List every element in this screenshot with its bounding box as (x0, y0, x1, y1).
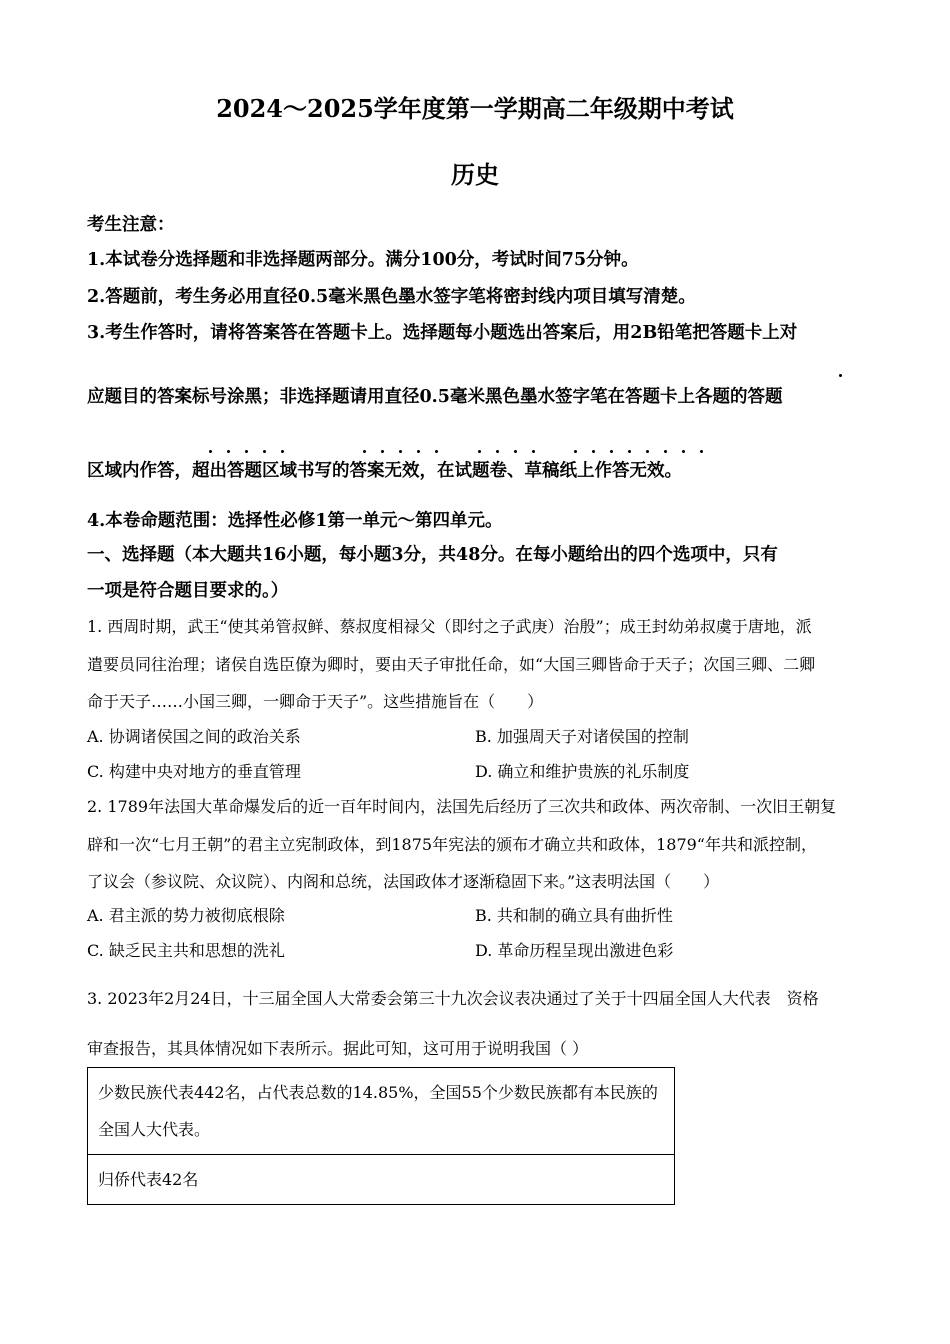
table-cell: 少数民族代表442名，占代表总数的14.85%，全国55个少数民族都有本民族的全国人大代表。 (88, 1068, 675, 1155)
table-row (88, 1068, 675, 1155)
notice-item-4: 4.本卷命题范围：选择性必修1第一单元～第四单元。 (87, 511, 503, 531)
section-heading-line-2: 一项是符合题目要求的。） (87, 581, 289, 601)
question-2-option-c[interactable]: C. 缺乏民主共和思想的洗礼 (87, 941, 285, 960)
question-1-option-d[interactable]: D. 确立和维护贵族的礼乐制度 (475, 762, 690, 781)
notice-item-3-line-1: 3.考生作答时，请将答案答在答题卡上。选择题每小题选出答案后，用2B铅笔把答题卡上对 (87, 323, 798, 343)
notice-item-1: 1.本试卷分选择题和非选择题两部分。满分100分，考试时间75分钟。 (87, 250, 639, 270)
notice-item-3-line-2: 应题目的答案标号涂黑；非选择题请用直径0.5毫米黑色墨水签字笔在答题卡上各题的答题 (87, 387, 783, 407)
question-1-line-3: 命于天子……小国三卿，一卿命于天子”。这些措施旨在（ ） (87, 692, 544, 711)
section-heading-line-1: 一、选择题（本大题共16小题，每小题3分，共48分。在每小题给出的四个选项中，只有 (87, 545, 778, 565)
exam-title: 2024～2025学年度第一学期高二年级期中考试 (216, 94, 734, 123)
question-2-option-d[interactable]: D. 革命历程呈现出激进色彩 (475, 941, 674, 960)
notice-item-3-line-3: 区域内作答，超出答题区域书写的答案无效，在试题卷、草稿纸上作答无效。 (87, 461, 682, 481)
table-cell: 归侨代表42名 (88, 1155, 675, 1205)
delegate-table (87, 1067, 675, 1205)
emphasis-dot (839, 374, 842, 377)
question-3-line-1: 3. 2023年2月24日，十三届全国人大常委会第三十九次会议表决通过了关于十四届全国人大代表 资格 (87, 989, 819, 1008)
question-1-line-1: 1. 西周时期，武王“使其弟管叔鲜、蔡叔度相禄父（即纣之子武庚）治殷”；成王封幼弟叔虞于唐地，派 (87, 617, 812, 636)
question-2-option-a[interactable]: A. 君主派的势力被彻底根除 (87, 906, 285, 925)
question-2-line-1: 2. 1789年法国大革命爆发后的近一百年时间内，法国先后经历了三次共和政体、两次帝制、一次旧王朝复 (87, 797, 837, 816)
notice-item-2: 2.答题前，考生务必用直径0.5毫米黑色墨水签字笔将密封线内项目填写清楚。 (87, 287, 696, 307)
question-2-line-3: 了议会（参议院、众议院）、内阁和总统，法国政体才逐渐稳固下来。”这表明法国（ ） (87, 872, 720, 891)
question-1-line-2: 遣要员同往治理；诸侯自选臣僚为卿时，要由天子审批任命，如“大国三卿皆命于天子；次国三卿、二卿 (87, 655, 816, 674)
table-row (88, 1155, 675, 1205)
question-1-option-a[interactable]: A. 协调诸侯国之间的政治关系 (87, 727, 301, 746)
notice-heading: 考生注意： (87, 215, 175, 235)
subject-title: 历史 (451, 160, 499, 189)
question-2-line-2: 辟和一次“七月王朝”的君主立宪制政体，到1875年宪法的颁布才确立共和政体，1879“年共和派控制， (87, 835, 817, 854)
question-3-line-2: 审查报告，其具体情况如下表所示。据此可知，这可用于说明我国（ ） (87, 1039, 589, 1058)
question-2-option-b[interactable]: B. 共和制的确立具有曲折性 (475, 906, 673, 925)
question-1-option-c[interactable]: C. 构建中央对地方的垂直管理 (87, 762, 301, 781)
question-1-option-b[interactable]: B. 加强周天子对诸侯国的控制 (475, 727, 689, 746)
